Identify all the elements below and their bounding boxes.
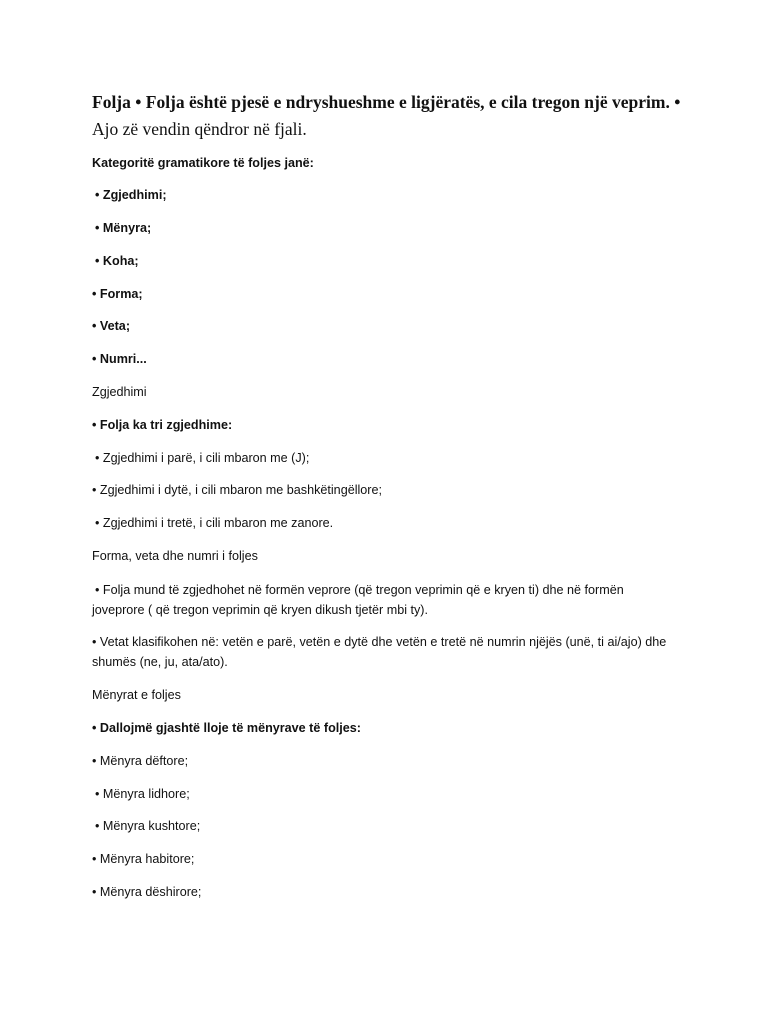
- menyrat-item: • Mënyra kushtore;: [95, 819, 201, 833]
- menyrat-item: • Mënyra dëshirore;: [92, 885, 202, 899]
- menyrat-heading: Mënyrat e foljes: [92, 688, 181, 702]
- categories-heading: Kategoritë gramatikore të foljes janë:: [92, 156, 314, 170]
- category-item: • Mënyra;: [95, 221, 152, 235]
- zgjedhimi-item: • Zgjedhimi i tretë, i cili mbaron me zanore.: [95, 516, 334, 530]
- forma-paragraph-2-line-1: • Vetat klasifikohen në: vetën e parë, vetën e dytë dhe vetën e tretë në numrin njëjës (unë, ti ai/ajo) dhe: [92, 635, 667, 649]
- category-item: • Numri...: [92, 352, 147, 366]
- menyrat-item: • Mënyra dëftore;: [92, 754, 189, 768]
- forma-paragraph-1-line-1: • Folja mund të zgjedhohet në formën veprore (që tregon veprimin që e kryen ti) dhe në formën: [95, 583, 624, 597]
- forma-heading: Forma, veta dhe numri i foljes: [92, 549, 258, 563]
- menyrat-item: • Mënyra lidhore;: [95, 787, 190, 801]
- category-item: • Zgjedhimi;: [95, 188, 167, 202]
- category-item: • Veta;: [92, 319, 131, 333]
- forma-paragraph-1-line-2: joveprore ( që tregon veprimin që kryen dikush tjetër mbi ty).: [92, 603, 428, 617]
- menyrat-intro: • Dallojmë gjashtë lloje të mënyrave të foljes:: [92, 721, 361, 735]
- zgjedhimi-item: • Zgjedhimi i dytë, i cili mbaron me bashkëtingëllore;: [92, 483, 382, 497]
- zgjedhimi-item: • Zgjedhimi i parë, i cili mbaron me (J);: [95, 451, 310, 465]
- zgjedhimi-heading: Zgjedhimi: [92, 385, 147, 399]
- forma-paragraph-2-line-2: shumës (ne, ju, ata/ato).: [92, 655, 228, 669]
- menyrat-item: • Mënyra habitore;: [92, 852, 195, 866]
- title-line-2: Ajo zë vendin qëndror në fjali.: [92, 119, 307, 139]
- zgjedhimi-intro: • Folja ka tri zgjedhime:: [92, 418, 233, 432]
- category-item: • Koha;: [95, 254, 139, 268]
- category-item: • Forma;: [92, 287, 143, 301]
- title-line-1: Folja • Folja është pjesë e ndryshueshme e ligjëratës, e cila tregon një veprim. •: [92, 92, 681, 112]
